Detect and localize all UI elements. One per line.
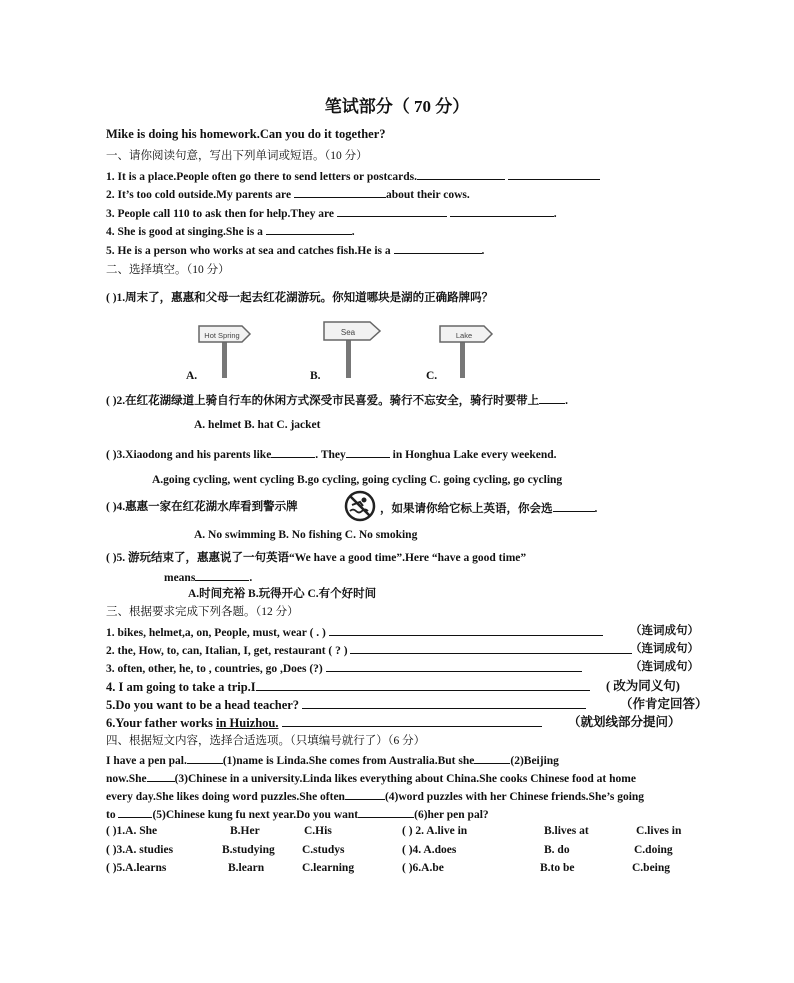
sign-c-letter: C. bbox=[426, 370, 438, 382]
section1-heading: 一、请你阅读句意，写出下列单词或短语。（10 分） bbox=[106, 150, 368, 162]
opt-6b: B.to be bbox=[540, 862, 575, 874]
s3-question-2: 2. the, How, to, can, Italian, I, get, restaurant ( ? ) bbox=[106, 642, 632, 658]
s3-question-1-req: （连词成句） bbox=[630, 625, 699, 637]
section4-heading: 四、根据短文内容，选择合适选项。（只填编号就行了）（6 分） bbox=[106, 735, 426, 747]
section2-heading: 二、选择填空。（10 分） bbox=[106, 264, 230, 276]
opt-1a: ( )1.A. She bbox=[106, 825, 158, 837]
sign-a-label: Hot Spring bbox=[204, 331, 240, 340]
opt-2b: B.lives at bbox=[544, 825, 589, 837]
opt-4a: ( )4. A.does bbox=[402, 844, 457, 856]
s2-question-1: ( )1.周末了，惠惠和父母一起去红花湖游玩。你知道哪块是湖的正确路牌吗？ bbox=[106, 292, 494, 304]
opt-3b: B.studying bbox=[222, 844, 275, 856]
s2-question-2: ( )2.在红花湖绿道上骑自行车的休闲方式深受市民喜爱。骑行不忘安全，骑行时要带上 . bbox=[106, 392, 568, 408]
s3-question-2-req: （连词成句） bbox=[630, 643, 699, 655]
passage-line-3: every day.She likes doing word puzzles.She often (4)word puzzles with her Chinese friends.She’s going bbox=[106, 788, 644, 804]
s1-question-3: 3. People call 110 to ask then for help.They are . bbox=[106, 205, 557, 221]
opt-4c: C.doing bbox=[634, 844, 673, 856]
s2-question-5-cont: means . bbox=[164, 569, 252, 585]
s2-question-5: ( )5. 游玩结束了，惠惠说了一句英语“We have a good time”.Here “have a good time” bbox=[106, 552, 527, 564]
s2-question-5-options: A.时间充裕 B.玩得开心 C.有个好时间 bbox=[188, 588, 377, 600]
opt-1b: B.Her bbox=[230, 825, 260, 837]
sign-b-label: Sea bbox=[340, 328, 356, 337]
s2-question-4-options: A. No swimming B. No fishing C. No smoking bbox=[194, 529, 418, 541]
s3-question-5-req: （作肯定回答） bbox=[620, 697, 708, 711]
sign-a-letter: A. bbox=[186, 370, 198, 382]
s2-question-3-options: A.going cycling, went cycling B.go cycling, going cycling C. going cycling, go cycling bbox=[152, 474, 563, 486]
s3-question-1: 1. bikes, helmet,a, on, People, must, wear ( . ) bbox=[106, 624, 603, 640]
s1-question-2: 2. It’s too cold outside.My parents are about their cows. bbox=[106, 186, 470, 202]
s2-question-2-options: A. helmet B. hat C. jacket bbox=[194, 419, 321, 431]
s3-question-4-req: ( 改为同义句) bbox=[606, 679, 680, 693]
s3-question-6-req: （就划线部分提问） bbox=[568, 715, 681, 729]
opt-5b: B.learn bbox=[228, 862, 265, 874]
sign-sea-icon bbox=[320, 316, 386, 380]
page-title: 笔试部分（ 70 分） bbox=[324, 97, 470, 116]
sign-c-label: Lake bbox=[455, 331, 473, 340]
s2-question-4: ( )4.惠惠一家在红花湖水库看到警示牌 bbox=[106, 501, 298, 513]
opt-2a: ( ) 2. A.live in bbox=[402, 825, 468, 837]
s3-question-5: 5.Do you want to be a head teacher? bbox=[106, 697, 586, 712]
passage-line-4: to (5)Chinese kung fu next year.Do you want (6)her pen pal? bbox=[106, 806, 489, 822]
s2-question-3: ( )3.Xiaodong and his parents like . They in Honghua Lake every weekend. bbox=[106, 446, 557, 462]
opt-6c: C.being bbox=[632, 862, 671, 874]
s2-question-4-cont: ，如果请你给它标上英语，你会选 . bbox=[380, 500, 597, 516]
intro: Mike is doing his homework.Can you do it together? bbox=[106, 127, 386, 141]
section3-heading: 三、根据要求完成下列各题。（12 分） bbox=[106, 606, 299, 618]
sign-b-letter: B. bbox=[310, 370, 321, 382]
opt-1c: C.His bbox=[304, 825, 332, 837]
opt-3c: C.studys bbox=[302, 844, 345, 856]
opt-4b: B. do bbox=[544, 844, 570, 856]
no-swimming-icon bbox=[344, 490, 376, 522]
opt-6a: ( )6.A.be bbox=[402, 862, 444, 874]
s3-question-3: 3. often, other, he, to , countries, go ,Does (?) bbox=[106, 660, 582, 676]
passage-line-1: I have a pen pal. (1)name is Linda.She comes from Australia.But she (2)Beijing bbox=[106, 752, 559, 768]
s3-question-4: 4. I am going to take a trip.I bbox=[106, 679, 590, 694]
passage-line-2: now.She (3)Chinese in a university.Linda likes everything about China.She cooks Chinese food at home bbox=[106, 770, 636, 786]
opt-3a: ( )3.A. studies bbox=[106, 844, 174, 856]
s1-question-5: 5. He is a person who works at sea and catches fish.He is a . bbox=[106, 242, 484, 258]
opt-5a: ( )5.A.learns bbox=[106, 862, 167, 874]
s1-question-1: 1. It is a place.People often go there to send letters or postcards. bbox=[106, 168, 600, 184]
opt-2c: C.lives in bbox=[636, 825, 682, 837]
s3-question-6: 6.Your father works in Huizhou. bbox=[106, 715, 542, 730]
sign-lake-icon bbox=[436, 318, 500, 380]
opt-5c: C.learning bbox=[302, 862, 355, 874]
sign-hot-spring-icon bbox=[196, 320, 256, 380]
s3-question-3-req: （连词成句） bbox=[630, 661, 699, 673]
s1-question-4: 4. She is good at singing.She is a . bbox=[106, 223, 355, 239]
